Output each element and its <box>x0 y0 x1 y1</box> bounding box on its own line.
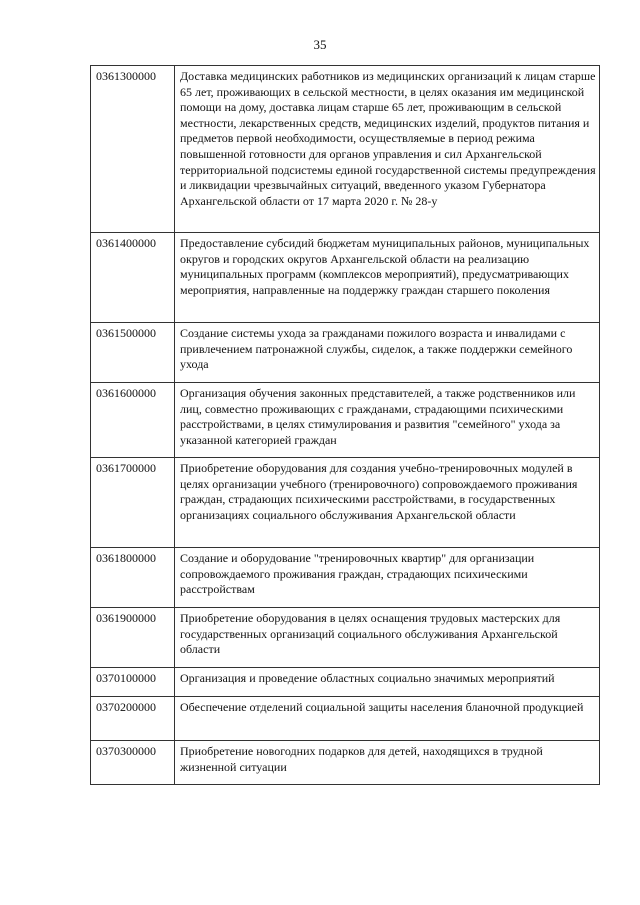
row-description: Доставка медицинских работников из медицинских организаций к лицам старше 65 лет, проживающих в сельской местности, в целях оказания им медицинской помощи на дому, доставка лицам старше 65 лет, проживающим в сельской местности, лекарственных средств, медицинских изделий, продуктов питания и предметов первой необходимости, осуществляемые в период режима повышенной готовности для органов управления и сил Архангельской территориальной подсистемы единой государственной системы предупреждения и ликвидации чрезвычайных ситуаций, введенного указом Губернатора Архангельской области от 17 марта 2020 г. № 28-у <box>175 66 600 233</box>
row-code: 0370200000 <box>91 697 175 741</box>
row-code: 0370300000 <box>91 741 175 785</box>
row-code: 0361600000 <box>91 383 175 458</box>
table-row <box>91 458 600 548</box>
table-row <box>91 233 600 323</box>
table-row <box>91 668 600 697</box>
page-number: 35 <box>313 37 327 52</box>
table-row <box>91 697 600 741</box>
table-row <box>91 608 600 668</box>
budget-code-table <box>90 65 600 785</box>
row-description: Приобретение оборудования в целях оснащения трудовых мастерских для государственных организаций социального обслуживания Архангельской области <box>175 608 600 668</box>
row-code: 0361500000 <box>91 323 175 383</box>
row-code: 0370100000 <box>91 668 175 697</box>
table-row <box>91 323 600 383</box>
row-description: Обеспечение отделений социальной защиты населения бланочной продукцией <box>175 697 600 741</box>
table-row <box>91 66 600 233</box>
row-description: Приобретение новогодних подарков для детей, находящихся в трудной жизненной ситуации <box>175 741 600 785</box>
row-description: Предоставление субсидий бюджетам муниципальных районов, муниципальных округов и городских округов Архангельской области на реализацию муниципальных программ (комплексов мероприятий), предусматривающих мероприятия, направленные на поддержку граждан старшего поколения <box>175 233 600 323</box>
row-description: Создание и оборудование "тренировочных квартир" для организации сопровождаемого проживания граждан, страдающих психическими расстройствам <box>175 548 600 608</box>
row-description: Организация и проведение областных социально значимых мероприятий <box>175 668 600 697</box>
table-row <box>91 383 600 458</box>
row-code: 0361400000 <box>91 233 175 323</box>
table-row <box>91 741 600 785</box>
row-description: Создание системы ухода за гражданами пожилого возраста и инвалидами с привлечением патронажной службы, сиделок, а также поддержки семейного ухода <box>175 323 600 383</box>
row-code: 0361800000 <box>91 548 175 608</box>
row-code: 0361700000 <box>91 458 175 548</box>
row-code: 0361900000 <box>91 608 175 668</box>
row-code: 0361300000 <box>91 66 175 233</box>
row-description: Организация обучения законных представителей, а также родственников или лиц, совместно проживающих с гражданами, страдающими психическими расстройствами, в целях стимулирования и развития "семейного" ухода за указанной категорией граждан <box>175 383 600 458</box>
table-row <box>91 548 600 608</box>
row-description: Приобретение оборудования для создания учебно-тренировочных модулей в целях организации учебного (тренировочного) сопровождаемого проживания граждан, страдающих психическими расстройствами, в государственных организациях социального обслуживания Архангельской области <box>175 458 600 548</box>
